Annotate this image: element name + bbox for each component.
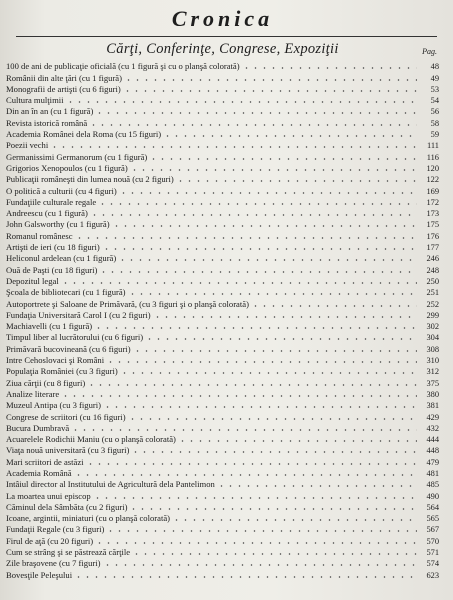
toc-entry-page: 479 bbox=[426, 457, 439, 467]
toc-entry-title: Artişti de ieri (cu 18 figuri) bbox=[6, 242, 100, 253]
toc-entry bbox=[6, 479, 439, 490]
toc-entry-page: 570 bbox=[426, 536, 439, 546]
toc-entry-title: Cum se strâng şi se păstrează cărţile bbox=[6, 547, 131, 558]
dot-leader bbox=[93, 494, 417, 500]
toc-entry-page: 310 bbox=[426, 356, 439, 366]
toc-entry-title: Analize literare bbox=[6, 388, 60, 399]
dot-leader bbox=[74, 573, 417, 579]
toc-entry-title: Ziua cărţii (cu 8 figuri) bbox=[6, 377, 86, 388]
dot-leader bbox=[89, 121, 417, 127]
toc-entry-title: Machiavelli (cu 1 figură) bbox=[6, 321, 93, 332]
toc-entry bbox=[6, 434, 439, 445]
section-subtitle: Cărţi, Conferinţe, Congrese, Expoziţii bbox=[106, 41, 339, 57]
toc-entry-title: Heliconul ardelean (cu 1 figură) bbox=[6, 253, 117, 264]
toc-entry bbox=[6, 377, 439, 388]
toc-entry bbox=[6, 445, 439, 456]
dot-leader bbox=[132, 550, 417, 556]
dot-leader bbox=[103, 561, 418, 567]
toc-entry bbox=[6, 151, 439, 162]
toc-entry bbox=[6, 276, 439, 287]
toc-entry-title: Fundaţia Universitară Carol I (cu 2 figuri) bbox=[6, 309, 151, 320]
toc-entry-page: 485 bbox=[426, 480, 439, 490]
toc-entry-page: 248 bbox=[426, 265, 439, 275]
toc-entry-page: 169 bbox=[426, 186, 439, 196]
toc-entry bbox=[6, 197, 439, 208]
toc-entry-title: Bovesţile Peleşului bbox=[6, 569, 73, 580]
dot-leader bbox=[90, 211, 417, 217]
toc-entry-page: 56 bbox=[430, 107, 439, 117]
toc-entry-page: 490 bbox=[426, 491, 439, 501]
dot-leader bbox=[106, 527, 417, 533]
toc-entry-page: 172 bbox=[426, 197, 439, 207]
dot-leader bbox=[129, 505, 417, 511]
toc-entry-page: 564 bbox=[426, 502, 439, 512]
dot-leader bbox=[217, 482, 417, 488]
toc-entry-title: Intre Cehoslovaci şi Români bbox=[6, 355, 105, 366]
page-title: Cronica bbox=[171, 6, 274, 31]
dot-leader bbox=[66, 98, 417, 104]
dot-leader bbox=[61, 279, 417, 285]
toc-entry bbox=[6, 490, 439, 501]
toc-entry bbox=[6, 106, 439, 117]
toc-entry-title: Mari scriitori de astăzi bbox=[6, 456, 84, 467]
toc-entry bbox=[6, 61, 439, 72]
dot-leader bbox=[61, 392, 417, 398]
toc-entry bbox=[6, 535, 439, 546]
dot-leader bbox=[149, 155, 417, 161]
toc-entry bbox=[6, 219, 439, 230]
dot-leader bbox=[124, 76, 417, 82]
toc-entry-title: Timpul liber al lucrătorului (cu 6 figuri) bbox=[6, 332, 144, 343]
toc-entry bbox=[6, 95, 439, 106]
toc-entry-page: 252 bbox=[426, 299, 439, 309]
toc-entry bbox=[6, 558, 439, 569]
toc-entry bbox=[6, 411, 439, 422]
dot-leader bbox=[176, 177, 417, 183]
toc-entry bbox=[6, 547, 439, 558]
dot-leader bbox=[172, 516, 417, 522]
toc-entry-page: 59 bbox=[430, 130, 439, 140]
dot-leader bbox=[153, 313, 417, 319]
toc-entry bbox=[6, 84, 439, 95]
dot-leader bbox=[178, 437, 417, 443]
toc-entry-page: 302 bbox=[426, 322, 439, 332]
toc-entry bbox=[6, 400, 439, 411]
toc-entry-title: Căminul dela Sâmbăta (cu 2 figuri) bbox=[6, 501, 128, 512]
toc-entry bbox=[6, 423, 439, 434]
toc-entry-page: 122 bbox=[426, 175, 439, 185]
dot-leader bbox=[128, 290, 417, 296]
toc-entry-title: Icoane, argintii, miniaturi (cu o planşă colorată) bbox=[6, 513, 171, 524]
toc-entry bbox=[6, 72, 439, 83]
toc-entry bbox=[6, 129, 439, 140]
toc-entry-page: 567 bbox=[426, 525, 439, 535]
dot-leader bbox=[75, 234, 417, 240]
toc-entry-page: 120 bbox=[426, 163, 439, 173]
toc-list bbox=[6, 61, 439, 581]
dot-leader bbox=[71, 426, 417, 432]
toc-entry-title: Bucura Dumbravă bbox=[6, 422, 70, 433]
toc-entry bbox=[6, 310, 439, 321]
page-column-label: Pag. bbox=[422, 47, 437, 56]
toc-entry bbox=[6, 298, 439, 309]
toc-entry bbox=[6, 253, 439, 264]
dot-leader bbox=[103, 403, 417, 409]
toc-entry-page: 623 bbox=[426, 570, 439, 580]
dot-leader bbox=[98, 200, 417, 206]
toc-entry-page: 116 bbox=[426, 152, 439, 162]
toc-entry bbox=[6, 355, 439, 366]
toc-entry-page: 444 bbox=[426, 435, 439, 445]
toc-entry-title: Intâiul director al Institutului de Agricultură dela Pantelimon bbox=[6, 479, 215, 490]
toc-entry-title: Fundaţii Regale (cu 3 figuri) bbox=[6, 524, 105, 535]
dot-leader bbox=[86, 460, 417, 466]
toc-entry-page: 251 bbox=[426, 288, 439, 298]
dot-leader bbox=[133, 347, 417, 353]
dot-leader bbox=[112, 222, 417, 228]
dot-leader bbox=[123, 87, 417, 93]
dot-leader bbox=[163, 132, 417, 138]
toc-entry bbox=[6, 287, 439, 298]
toc-entry bbox=[6, 117, 439, 128]
dot-leader bbox=[120, 369, 417, 375]
toc-entry-title: Firul de aţă (cu 20 figuri) bbox=[6, 535, 94, 546]
toc-entry-page: 429 bbox=[426, 412, 439, 422]
toc-entry-page: 246 bbox=[426, 254, 439, 264]
toc-entry bbox=[6, 524, 439, 535]
toc-entry-title: Zile braşovene (cu 7 figuri) bbox=[6, 558, 101, 569]
toc-entry-page: 312 bbox=[426, 367, 439, 377]
toc-entry-title: Viaţa nouă universitară (cu 3 figuri) bbox=[6, 445, 130, 456]
toc-entry bbox=[6, 343, 439, 354]
toc-entry-title: La moartea unui episcop bbox=[6, 490, 91, 501]
toc-entry bbox=[6, 502, 439, 513]
toc-entry-page: 111 bbox=[427, 141, 439, 151]
toc-entry-title: Primăvară bucovineană (cu 6 figuri) bbox=[6, 343, 131, 354]
toc-entry-page: 54 bbox=[430, 96, 439, 106]
dot-leader bbox=[74, 471, 417, 477]
toc-entry-title: Ouă de Paşti (cu 18 figuri) bbox=[6, 264, 98, 275]
toc-entry-page: 571 bbox=[426, 548, 439, 558]
toc-entry bbox=[6, 468, 439, 479]
toc-entry-title: Din an în an (cu 1 figură) bbox=[6, 106, 94, 117]
toc-entry-page: 250 bbox=[426, 276, 439, 286]
dot-leader bbox=[130, 166, 417, 172]
toc-entry-page: 448 bbox=[426, 446, 439, 456]
toc-entry-title: Poezii vechi bbox=[6, 140, 49, 151]
dot-leader bbox=[94, 324, 417, 330]
toc-entry bbox=[6, 366, 439, 377]
toc-entry-title: Cultura mulţimii bbox=[6, 95, 64, 106]
toc-entry-title: John Galsworthy (cu 1 figură) bbox=[6, 219, 110, 230]
toc-entry-title: Romanul românesc bbox=[6, 230, 73, 241]
toc-entry-page: 299 bbox=[426, 310, 439, 320]
dot-leader bbox=[95, 109, 417, 115]
toc-entry bbox=[6, 242, 439, 253]
toc-entry-page: 177 bbox=[426, 243, 439, 253]
dot-leader bbox=[87, 381, 417, 387]
toc-entry-page: 380 bbox=[426, 389, 439, 399]
dot-leader bbox=[145, 335, 417, 341]
toc-entry-title: Depozitul legal bbox=[6, 275, 59, 286]
dot-leader bbox=[102, 245, 417, 251]
toc-entry-title: O politică a culturii (cu 4 figuri) bbox=[6, 185, 117, 196]
toc-entry-page: 304 bbox=[426, 333, 439, 343]
toc-entry-title: Fundaţiile culturale regale bbox=[6, 196, 97, 207]
toc-entry-title: Andreescu (cu 1 figură) bbox=[6, 208, 88, 219]
toc-entry-page: 49 bbox=[430, 73, 439, 83]
toc-entry bbox=[6, 208, 439, 219]
toc-entry bbox=[6, 389, 439, 400]
dot-leader bbox=[50, 143, 417, 149]
toc-entry-title: Acuarelele Rodichii Maniu (cu o planşă colorată) bbox=[6, 434, 176, 445]
toc-entry-page: 432 bbox=[426, 423, 439, 433]
toc-entry-title: Academia Română bbox=[6, 467, 72, 478]
toc-entry-title: Academia Românei dela Roma (cu 15 figuri) bbox=[6, 129, 162, 140]
toc-entry bbox=[6, 456, 439, 467]
toc-entry-title: Monografii de artişti (cu 6 figuri) bbox=[6, 83, 121, 94]
dot-leader bbox=[251, 302, 417, 308]
toc-entry-page: 308 bbox=[426, 344, 439, 354]
toc-entry bbox=[6, 569, 439, 580]
toc-entry-title: Românii din alte ţări (cu 1 figură) bbox=[6, 72, 122, 83]
toc-entry-page: 481 bbox=[426, 468, 439, 478]
toc-entry-title: Germanissimi Germanorum (cu 1 figură) bbox=[6, 151, 148, 162]
toc-entry bbox=[6, 513, 439, 524]
toc-entry-title: Şcoala de bibliotecari (cu 1 figură) bbox=[6, 287, 126, 298]
toc-entry bbox=[6, 230, 439, 241]
toc-entry bbox=[6, 174, 439, 185]
toc-entry-page: 381 bbox=[426, 401, 439, 411]
dot-leader bbox=[106, 358, 417, 364]
toc-entry-title: Publicaţii româneşti din lumea nouă (cu 2 figuri) bbox=[6, 174, 174, 185]
dot-leader bbox=[99, 268, 417, 274]
dot-leader bbox=[131, 448, 417, 454]
dot-leader bbox=[95, 539, 417, 545]
toc-entry-page: 173 bbox=[426, 209, 439, 219]
toc-entry bbox=[6, 163, 439, 174]
toc-entry bbox=[6, 185, 439, 196]
dot-leader bbox=[128, 415, 417, 421]
dot-leader bbox=[119, 189, 417, 195]
toc-entry bbox=[6, 321, 439, 332]
toc-entry bbox=[6, 140, 439, 151]
toc-entry-page: 574 bbox=[426, 559, 439, 569]
toc-entry-title: Autoportrete şi Saloane de Primăvară, (cu 3 figuri şi o planşă colorată) bbox=[6, 298, 249, 309]
toc-entry-page: 176 bbox=[426, 231, 439, 241]
toc-entry-page: 565 bbox=[426, 514, 439, 524]
toc-entry-title: Congrese de scriitori (cu 16 figuri) bbox=[6, 411, 126, 422]
toc-entry-title: 100 de ani de publicaţie oficială (cu 1 figură şi cu o planşă colorată) bbox=[6, 61, 240, 72]
section-header bbox=[6, 37, 439, 61]
toc-entry-title: Grigorios Xenopoulos (cu 1 figură) bbox=[6, 162, 128, 173]
toc-entry-page: 375 bbox=[426, 378, 439, 388]
dot-leader bbox=[242, 64, 417, 70]
toc-entry-page: 48 bbox=[430, 62, 439, 72]
toc-entry-page: 58 bbox=[430, 118, 439, 128]
toc-entry-title: Muzeul Antipa (cu 3 figuri) bbox=[6, 400, 101, 411]
toc-entry-title: Revista istorică română bbox=[6, 117, 88, 128]
toc-entry bbox=[6, 264, 439, 275]
toc-entry-page: 175 bbox=[426, 220, 439, 230]
toc-entry-page: 53 bbox=[430, 84, 439, 94]
dot-leader bbox=[118, 256, 417, 262]
toc-entry bbox=[6, 332, 439, 343]
toc-entry-title: Populaţia României (cu 3 figuri) bbox=[6, 366, 118, 377]
